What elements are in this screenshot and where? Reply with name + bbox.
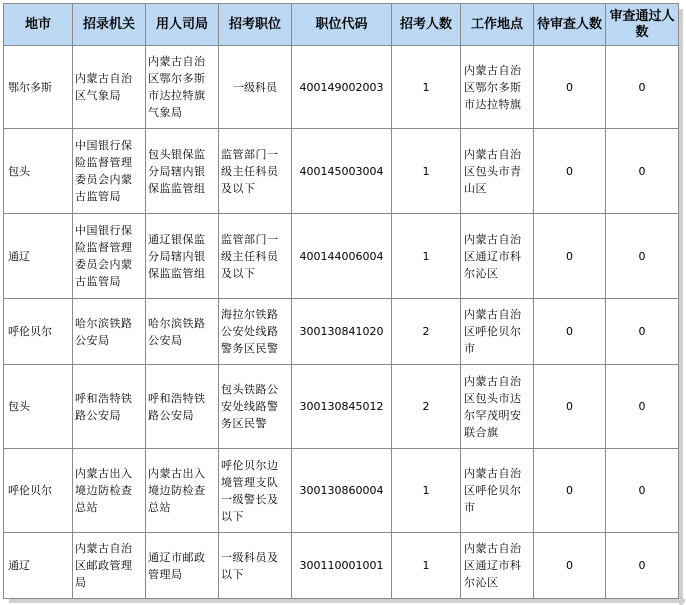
cell-recruit-count: 1 [392, 129, 461, 214]
cell-pending-review: 0 [534, 449, 606, 533]
header-work-location: 工作地点 [461, 4, 534, 46]
cell-recruit-count: 2 [392, 299, 461, 365]
cell-recruit-count: 1 [392, 46, 461, 129]
cell-pending-review: 0 [534, 46, 606, 129]
cell-position: 包头铁路公安处线路警务区民警 [219, 365, 292, 449]
cell-position: 一级科员 [219, 46, 292, 129]
cell-position-code: 300130845012 [292, 365, 392, 449]
header-pending-review: 待审查人数 [534, 4, 606, 46]
cell-pending-review: 0 [534, 533, 606, 599]
cell-recruiting-agency: 中国银行保险监督管理委员会内蒙古监管局 [73, 129, 146, 214]
cell-position: 呼伦贝尔边境管理支队一级警长及以下 [219, 449, 292, 533]
cell-position-code: 300110001001 [292, 533, 392, 599]
cell-review-passed: 0 [606, 365, 679, 449]
header-review-passed: 审查通过人数 [606, 4, 679, 46]
cell-city: 包头 [4, 129, 73, 214]
cell-recruiting-agency: 内蒙古出入境边防检查总站 [73, 449, 146, 533]
cell-position: 监管部门一级主任科员及以下 [219, 129, 292, 214]
header-recruiting-agency: 招录机关 [73, 4, 146, 46]
cell-city: 通辽 [4, 214, 73, 299]
cell-position-code: 400145003004 [292, 129, 392, 214]
cell-position: 监管部门一级主任科员及以下 [219, 214, 292, 299]
cell-review-passed: 0 [606, 214, 679, 299]
table-row [4, 449, 679, 533]
cell-work-location: 内蒙古自治区鄂尔多斯市达拉特旗 [461, 46, 534, 129]
cell-work-location: 内蒙古自治区包头市达尔罕茂明安联合旗 [461, 365, 534, 449]
cell-review-passed: 0 [606, 46, 679, 129]
cell-employing-department: 通辽市邮政管理局 [146, 533, 219, 599]
cell-pending-review: 0 [534, 299, 606, 365]
cell-recruiting-agency: 哈尔滨铁路公安局 [73, 299, 146, 365]
header-row [4, 4, 679, 46]
table-row [4, 533, 679, 599]
table-row [4, 129, 679, 214]
cell-city: 通辽 [4, 533, 73, 599]
cell-recruit-count: 1 [392, 214, 461, 299]
table-shadow-right [679, 9, 683, 605]
cell-employing-department: 通辽银保监分局辖内银保监监管组 [146, 214, 219, 299]
cell-recruiting-agency: 内蒙古自治区气象局 [73, 46, 146, 129]
header-city: 地市 [4, 4, 73, 46]
recruitment-table [3, 3, 679, 599]
header-position-code: 职位代码 [292, 4, 392, 46]
cell-position: 一级科员及以下 [219, 533, 292, 599]
cell-pending-review: 0 [534, 214, 606, 299]
cell-employing-department: 内蒙古自治区鄂尔多斯市达拉特旗气象局 [146, 46, 219, 129]
cell-pending-review: 0 [534, 365, 606, 449]
cell-review-passed: 0 [606, 533, 679, 599]
cell-review-passed: 0 [606, 299, 679, 365]
cell-recruiting-agency: 内蒙古自治区邮政管理局 [73, 533, 146, 599]
cell-recruit-count: 1 [392, 449, 461, 533]
cell-position-code: 300130860004 [292, 449, 392, 533]
cell-employing-department: 呼和浩特铁路公安局 [146, 365, 219, 449]
cell-position: 海拉尔铁路公安处线路警务区民警 [219, 299, 292, 365]
cell-review-passed: 0 [606, 129, 679, 214]
cell-work-location: 内蒙古自治区呼伦贝尔市 [461, 299, 534, 365]
cell-work-location: 内蒙古自治区包头市青山区 [461, 129, 534, 214]
table-wrapper [3, 3, 679, 599]
header-position: 招考职位 [219, 4, 292, 46]
cell-employing-department: 包头银保监分局辖内银保监监管组 [146, 129, 219, 214]
cell-work-location: 内蒙古自治区通辽市科尔沁区 [461, 533, 534, 599]
cell-city: 呼伦贝尔 [4, 299, 73, 365]
cell-work-location: 内蒙古自治区通辽市科尔沁区 [461, 214, 534, 299]
cell-city: 包头 [4, 365, 73, 449]
cell-recruiting-agency: 中国银行保险监督管理委员会内蒙古监管局 [73, 214, 146, 299]
table-row [4, 46, 679, 129]
cell-review-passed: 0 [606, 449, 679, 533]
cell-pending-review: 0 [534, 129, 606, 214]
cell-employing-department: 哈尔滨铁路公安局 [146, 299, 219, 365]
table-row [4, 299, 679, 365]
cell-position-code: 300130841020 [292, 299, 392, 365]
table-row [4, 365, 679, 449]
cell-recruiting-agency: 呼和浩特铁路公安局 [73, 365, 146, 449]
cell-employing-department: 内蒙古出入境边防检查总站 [146, 449, 219, 533]
cell-position-code: 400144006004 [292, 214, 392, 299]
cell-recruit-count: 2 [392, 365, 461, 449]
cell-work-location: 内蒙古自治区呼伦贝尔市 [461, 449, 534, 533]
cell-recruit-count: 1 [392, 533, 461, 599]
cell-position-code: 400149002003 [292, 46, 392, 129]
cell-city: 呼伦贝尔 [4, 449, 73, 533]
header-recruit-count: 招考人数 [392, 4, 461, 46]
cell-city: 鄂尔多斯 [4, 46, 73, 129]
header-employing-department: 用人司局 [146, 4, 219, 46]
table-row [4, 214, 679, 299]
table-shadow-bottom [9, 599, 685, 603]
